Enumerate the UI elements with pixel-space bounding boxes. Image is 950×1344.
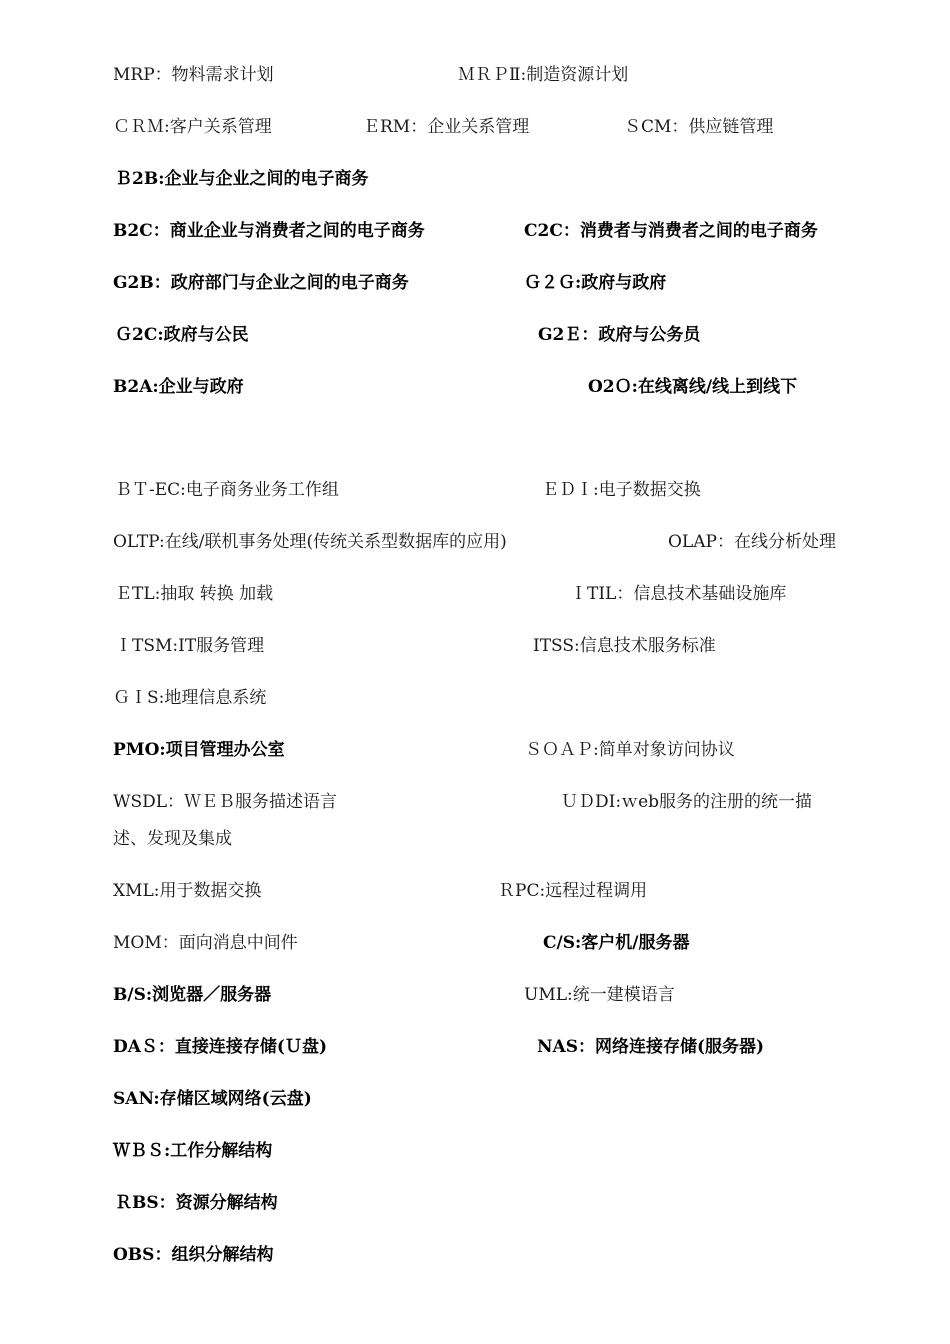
term-wsdl: WSDL：ＷＥＢ服务描述语言: [113, 792, 338, 812]
term-san: SAN:存储区域网络(云盘): [113, 1089, 312, 1109]
term-gis: ＧＩS:地理信息系统: [113, 688, 267, 708]
term-mrp2: ＭＲＰⅡ:制造资源计划: [458, 65, 629, 85]
term-g2c: Ｇ2C:政府与公民: [115, 325, 249, 345]
term-cs: C/S:客户机/服务器: [543, 933, 690, 953]
term-b2c: B2C：商业企业与消费者之间的电子商务: [113, 221, 425, 241]
term-itsm: ＩTSM:IT服务管理: [115, 636, 265, 656]
term-g2g: Ｇ２Ｇ:政府与政府: [524, 273, 667, 293]
term-itil: ＩTIL：信息技术基础设施库: [570, 584, 787, 604]
term-mrp: MRP：物料需求计划: [113, 65, 274, 85]
term-itss: ITSS:信息技术服务标准: [533, 636, 716, 656]
term-rpc: ＲPC:远程过程调用: [498, 881, 648, 901]
term-obs: OBS：组织分解结构: [113, 1245, 274, 1265]
term-wbs: ＷＢＳ:工作分解结构: [113, 1141, 273, 1161]
term-uddi: ＵＤDI:ｗeb服务的注册的统一描: [561, 792, 813, 812]
term-uml: UML:统一建模语言: [524, 985, 675, 1005]
term-oltp: OLTP:在线/联机事务处理(传统关系型数据库的应用): [113, 532, 507, 552]
term-crm: ＣＲＭ:客户关系管理: [113, 117, 272, 137]
term-edi: ＥＤＩ:电子数据交换: [542, 480, 701, 500]
term-b2b: Ｂ2B:企业与企业之间的电子商务: [115, 169, 369, 189]
term-o2o: O2Ｏ:在线离线/线上到线下: [588, 377, 798, 397]
term-erm: ＥRM：企业关系管理: [363, 117, 530, 137]
term-scm: ＳCM：供应链管理: [624, 117, 774, 137]
term-b2a: B2A:企业与政府: [113, 377, 244, 397]
term-uddi-cont: 述、发现及集成: [113, 829, 232, 849]
term-olap: OLAP：在线分析处理: [668, 532, 836, 552]
term-soap: ＳＯＡＰ:简单对象访问协议: [525, 740, 735, 760]
term-g2b: G2B：政府部门与企业之间的电子商务: [113, 273, 409, 293]
term-rbs: ＲBS：资源分解结构: [115, 1193, 278, 1213]
term-pmo: PMO:项目管理办公室: [113, 740, 285, 760]
term-g2e: G2Ｅ：政府与公务员: [538, 325, 701, 345]
term-c2c: C2C：消费者与消费者之间的电子商务: [524, 221, 818, 241]
term-mom: MOM：面向消息中间件: [113, 933, 298, 953]
term-bt-ec: ＢＴ-EC:电子商务业务工作组: [115, 480, 339, 500]
term-bs: B/S:浏览器／服务器: [113, 985, 272, 1005]
term-nas: NAS：网络连接存储(服务器): [537, 1037, 765, 1057]
term-xml: XML:用于数据交换: [113, 881, 262, 901]
term-etl: ＥTL:抽取 转换 加载: [115, 584, 274, 604]
term-das: DAＳ：直接连接存储(Ｕ盘): [113, 1037, 328, 1057]
